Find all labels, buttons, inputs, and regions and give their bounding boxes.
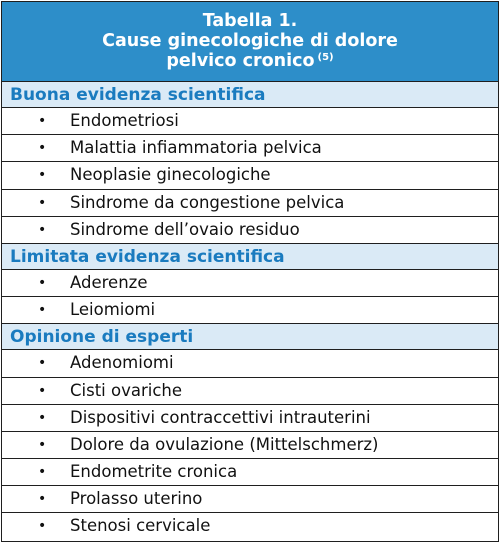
list-item (2, 217, 498, 244)
bullet-icon: • (38, 113, 47, 129)
list-item (2, 432, 498, 459)
list-item (2, 513, 498, 540)
table-title-line-1: Cause ginecologiche di dolore (102, 31, 398, 51)
list-item (2, 162, 498, 189)
reference-superscript: (5) (317, 52, 334, 63)
table-title-line-2 (2, 51, 498, 74)
list-item-text: Stenosi cervicale (70, 516, 211, 536)
bullet-icon: • (38, 409, 47, 426)
causes-table (1, 1, 499, 542)
list-item (2, 108, 498, 135)
list-item-text: Endometrite cronica (70, 462, 238, 482)
list-item (2, 270, 498, 297)
list-item (2, 297, 498, 324)
bullet-icon: • (38, 194, 47, 211)
bullet-icon: • (38, 274, 47, 291)
list-item (2, 350, 498, 377)
list-item-text: Endometriosi (70, 111, 179, 130)
list-item (2, 135, 498, 162)
bullet-icon: • (38, 167, 47, 184)
bullet-icon: • (38, 464, 47, 481)
bullet-icon: • (38, 491, 47, 508)
bullet-icon: • (38, 436, 47, 453)
list-item-text: Dolore da ovulazione (Mittelschmerz) (70, 434, 379, 454)
list-item (2, 405, 498, 432)
list-item-text: Adenomiomi (70, 353, 174, 373)
bullet-icon: • (38, 140, 47, 157)
table-title-text: pelvico cronico (166, 51, 315, 71)
list-item (2, 486, 498, 513)
bullet-icon: • (38, 302, 47, 319)
list-item-text: Cisti ovariche (70, 380, 183, 400)
list-item (2, 190, 498, 217)
list-item-text: Leiomiomi (70, 300, 156, 320)
list-item-text: Aderenze (70, 272, 148, 292)
list-item-text: Neoplasie ginecologiche (70, 165, 271, 185)
list-item-text: Sindrome da congestione pelvica (70, 192, 345, 212)
section-heading-good-evidence: Buona evidenza scientifica (2, 82, 498, 108)
bullet-icon: • (38, 518, 47, 535)
section-heading-limited-evidence: Limitata evidenza scientifica (2, 244, 498, 270)
bullet-icon: • (38, 382, 47, 399)
list-item-text: Sindrome dell’ovaio residuo (70, 219, 300, 239)
section-heading-expert-opinion: Opinione di esperti (2, 324, 498, 350)
list-item-text: Prolasso uterino (70, 489, 203, 509)
list-item-text: Malattia infiammatoria pelvica (70, 138, 322, 158)
bullet-icon: • (38, 221, 47, 238)
bullet-icon: • (38, 355, 47, 372)
table-number: Tabella 1. (202, 11, 298, 31)
list-item (2, 459, 498, 486)
list-item-text: Dispositivi contraccettivi intrauterini (70, 407, 371, 427)
table-header (2, 2, 498, 82)
list-item (2, 378, 498, 405)
